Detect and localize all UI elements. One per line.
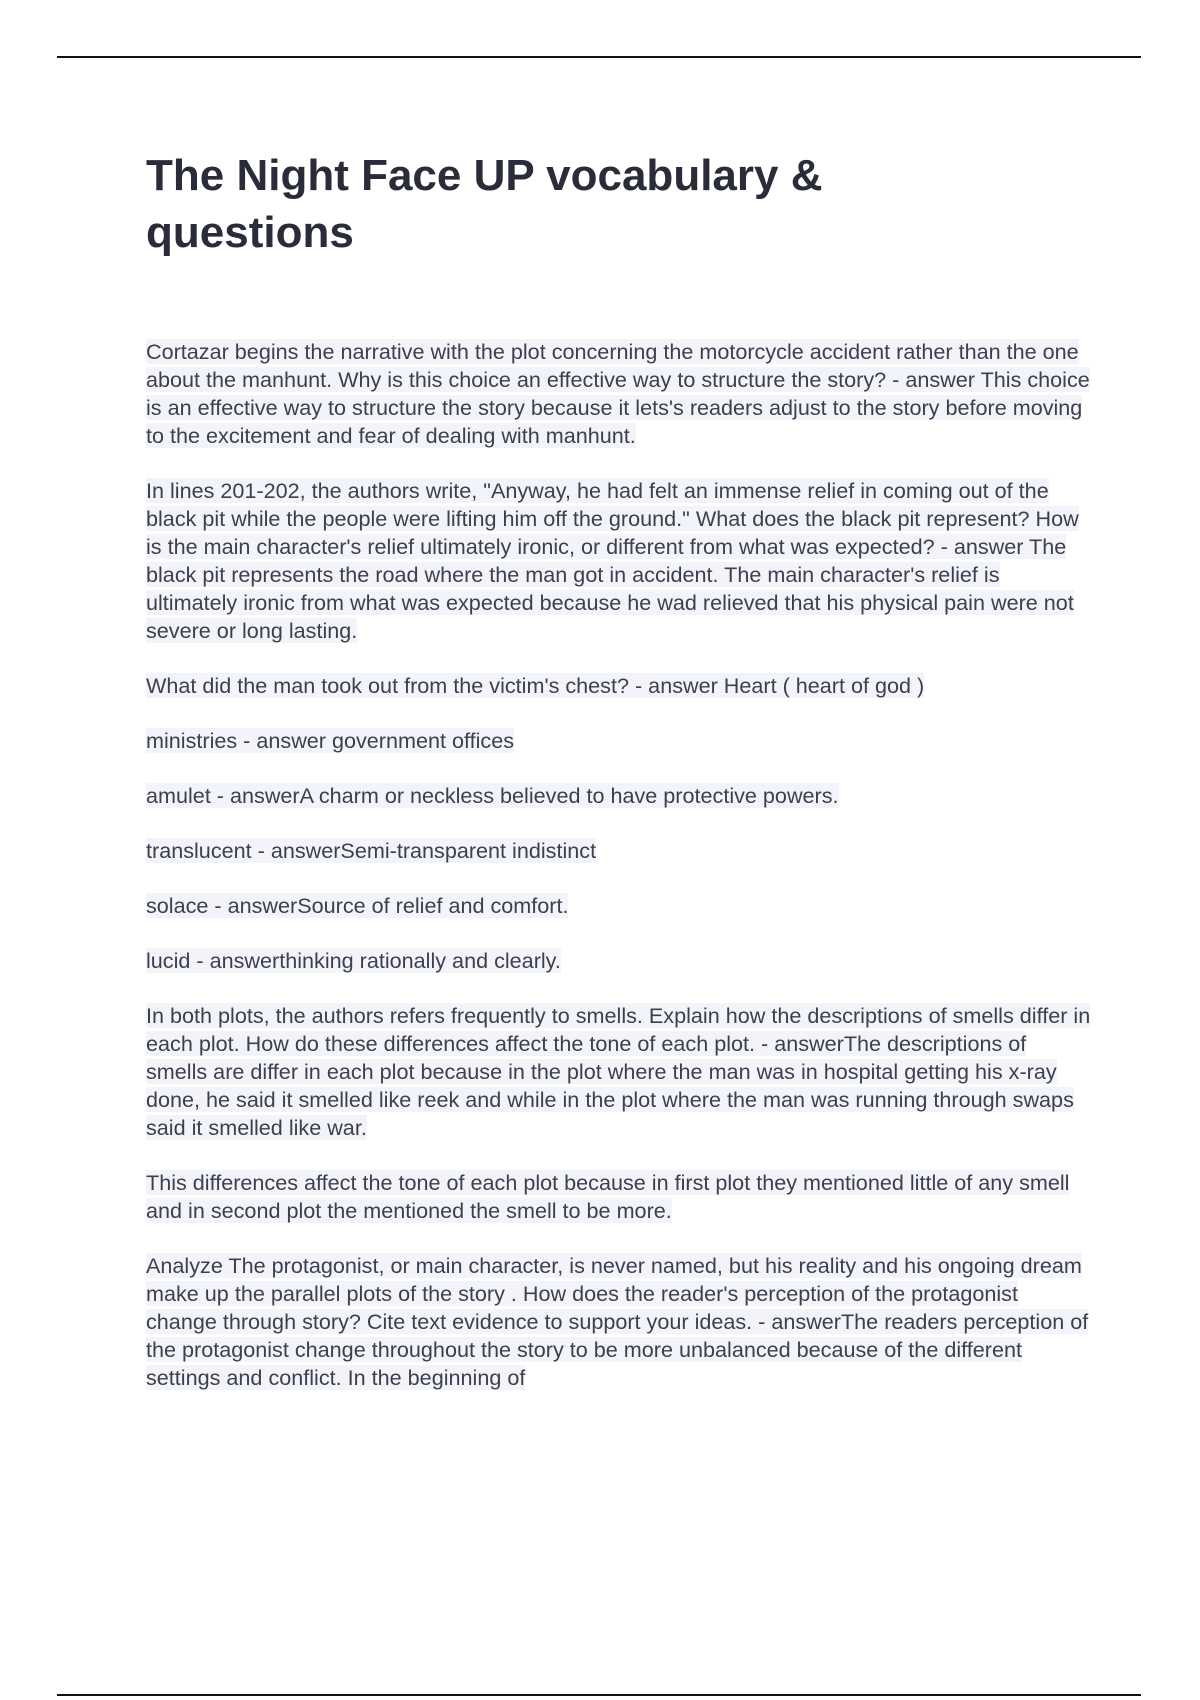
vocab-solace [146,892,1091,920]
paragraph-structure-question [146,338,1091,450]
paragraph-text: In both plots, the authors refers frequently to smells. Explain how the descriptions of smells differ in each plot. How do these differences affect the tone of each plot. - answerThe descriptions of smells are differ in each plot because in the plot where the man was in hospital getting his x-ray done, he said it smelled like reek and while in the plot where the man was running through swaps said it smelled like war. [146,1003,1091,1140]
paragraph-smells-question [146,1002,1091,1142]
page-title: The Night Face UP vocabulary & questions [146,151,823,257]
vocab-translucent [146,837,1091,865]
top-rule [57,56,1141,58]
paragraph-victim-chest-question [146,672,1091,700]
vocab-lucid [146,947,1091,975]
paragraph-text: Cortazar begins the narrative with the plot concerning the motorcycle accident rather than the one about the manhunt. Why is this choice an effective way to structure the story? - answer This choice is an effective way to structure the story because it lets's readers adjust to the story before moving to the excitement and fear of dealing with manhunt. [146,339,1090,448]
paragraph-tone-differences [146,1169,1091,1225]
paragraph-text: lucid - answerthinking rationally and clearly. [146,948,561,973]
document-body [146,338,1091,1419]
paragraph-protagonist-question [146,1252,1091,1392]
paragraph-black-pit-question [146,477,1091,645]
paragraph-text: This differences affect the tone of each plot because in first plot they mentioned little of any smell and in second plot the mentioned the smell to be more. [146,1170,1070,1223]
paragraph-text: amulet - answerA charm or neckless believed to have protective powers. [146,783,839,808]
vocab-amulet [146,782,1091,810]
paragraph-text: In lines 201-202, the authors write, "Anyway, he had felt an immense relief in coming out of the black pit while the people were lifting him off the ground." What does the black pit represent? How is the main character's relief ultimately ironic, or different from what was expected? - answer The black pit represents the road where the man got in accident. The main character's relief is ultimately ironic from what was expected because he wad relieved that his physical pain were not severe or long lasting. [146,478,1079,643]
paragraph-text: ministries - answer government offices [146,728,515,753]
paragraph-text: translucent - answerSemi-transparent indistinct [146,838,597,863]
paragraph-text: solace - answerSource of relief and comfort. [146,893,569,918]
vocab-ministries [146,727,1091,755]
paragraph-text: What did the man took out from the victim's chest? - answer Heart ( heart of god ) [146,673,925,698]
bottom-rule [57,1694,1141,1696]
paragraph-text: Analyze The protagonist, or main character, is never named, but his reality and his ongoing dream make up the parallel plots of the story . How does the reader's perception of the protagonist change through story? Cite text evidence to support your ideas. - answerThe readers perception of the protagonist change throughout the story to be more unbalanced because of the different settings and conflict. In the beginning of [146,1253,1089,1390]
